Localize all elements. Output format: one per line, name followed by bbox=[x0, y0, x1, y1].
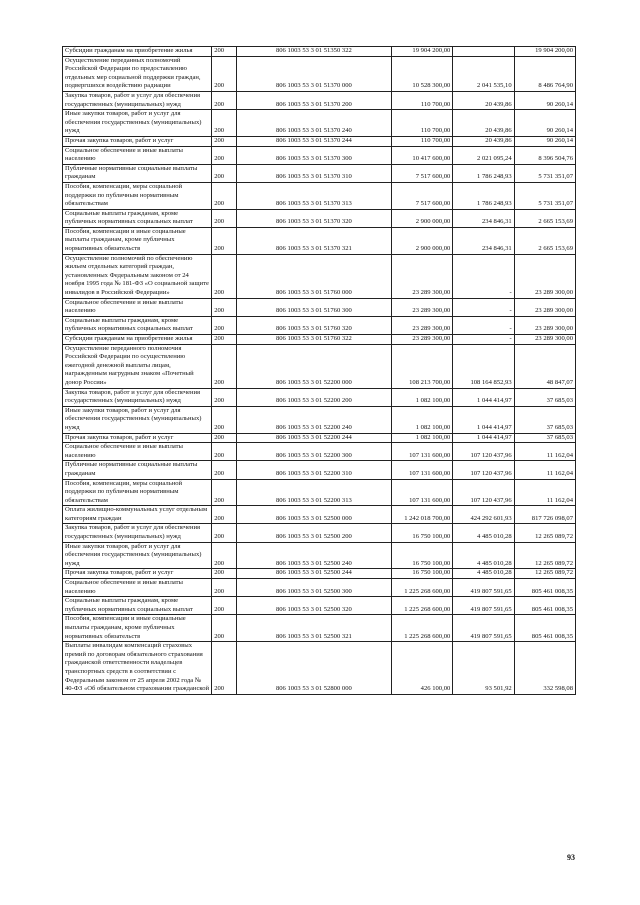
row-code: 200 bbox=[212, 542, 237, 569]
table-row bbox=[63, 579, 576, 597]
unexecuted-amount: 19 904 200,00 bbox=[514, 47, 575, 57]
unexecuted-amount: 12 265 089,72 bbox=[514, 524, 575, 542]
unexecuted-amount: 11 162,04 bbox=[514, 443, 575, 461]
row-name: Иные закупки товаров, работ и услуг для обеспечения государственных (муниципальных) нужд bbox=[63, 406, 212, 433]
table-row bbox=[63, 56, 576, 91]
executed-amount: 20 439,86 bbox=[453, 91, 514, 109]
approved-amount: 426 100,00 bbox=[392, 642, 453, 695]
budget-execution-table bbox=[62, 46, 576, 695]
row-name: Социальное обеспечение и иные выплаты населению bbox=[63, 298, 212, 316]
budget-classification-code: 806 1003 53 3 01 51370 321 bbox=[236, 227, 391, 254]
approved-amount: 107 131 600,00 bbox=[392, 443, 453, 461]
approved-amount: 1 082 100,00 bbox=[392, 388, 453, 406]
unexecuted-amount: 11 162,04 bbox=[514, 479, 575, 506]
approved-amount: 16 750 100,00 bbox=[392, 542, 453, 569]
row-code: 200 bbox=[212, 254, 237, 298]
budget-classification-code: 806 1003 53 3 01 51760 300 bbox=[236, 298, 391, 316]
table-row bbox=[63, 344, 576, 388]
table-row bbox=[63, 479, 576, 506]
row-code: 200 bbox=[212, 110, 237, 137]
approved-amount: 1 242 018 700,00 bbox=[392, 506, 453, 524]
row-code: 200 bbox=[212, 615, 237, 642]
table-row bbox=[63, 91, 576, 109]
approved-amount: 1 082 100,00 bbox=[392, 406, 453, 433]
executed-amount: 1 786 248,93 bbox=[453, 182, 514, 209]
row-name: Иные закупки товаров, работ и услуг для обеспечения государственных (муниципальных) нужд bbox=[63, 542, 212, 569]
executed-amount: 4 485 010,28 bbox=[453, 569, 514, 579]
table-row bbox=[63, 461, 576, 479]
executed-amount: 1 044 414,97 bbox=[453, 433, 514, 443]
table-row bbox=[63, 597, 576, 615]
table-row bbox=[63, 569, 576, 579]
budget-classification-code: 806 1003 53 3 01 51370 300 bbox=[236, 146, 391, 164]
unexecuted-amount: 805 461 008,35 bbox=[514, 615, 575, 642]
row-name: Осуществление полномочий по обеспечению жильем отдельных категорий граждан, установленных Федеральным законом от 24 ноября 1995 года № 181-ФЗ «О социальной защите инвалидов в Российской Федерации» bbox=[63, 254, 212, 298]
table-row bbox=[63, 227, 576, 254]
row-name: Пособия, компенсации, меры социальной поддержки по публичным нормативным обязательствам bbox=[63, 182, 212, 209]
budget-classification-code: 806 1003 53 3 01 52200 313 bbox=[236, 479, 391, 506]
unexecuted-amount: 332 598,08 bbox=[514, 642, 575, 695]
budget-classification-code: 806 1003 53 3 01 51350 322 bbox=[236, 47, 391, 57]
row-code: 200 bbox=[212, 316, 237, 334]
table-row bbox=[63, 615, 576, 642]
budget-classification-code: 806 1003 53 3 01 52200 244 bbox=[236, 433, 391, 443]
row-name: Закупка товаров, работ и услуг для обеспечения государственных (муниципальных) нужд bbox=[63, 524, 212, 542]
table-row bbox=[63, 47, 576, 57]
approved-amount: 23 289 300,00 bbox=[392, 298, 453, 316]
unexecuted-amount: 37 685,03 bbox=[514, 433, 575, 443]
row-code: 200 bbox=[212, 227, 237, 254]
table-row bbox=[63, 524, 576, 542]
table-row bbox=[63, 110, 576, 137]
executed-amount: 2 041 535,10 bbox=[453, 56, 514, 91]
unexecuted-amount: 23 289 300,00 bbox=[514, 254, 575, 298]
executed-amount: 419 807 591,65 bbox=[453, 579, 514, 597]
unexecuted-amount: 5 731 351,07 bbox=[514, 182, 575, 209]
approved-amount: 1 225 268 600,00 bbox=[392, 615, 453, 642]
table-row bbox=[63, 406, 576, 433]
row-code: 200 bbox=[212, 56, 237, 91]
unexecuted-amount: 817 726 098,07 bbox=[514, 506, 575, 524]
row-code: 200 bbox=[212, 344, 237, 388]
budget-classification-code: 806 1003 53 3 01 51370 244 bbox=[236, 136, 391, 146]
approved-amount: 23 289 300,00 bbox=[392, 316, 453, 334]
table-row bbox=[63, 254, 576, 298]
row-code: 200 bbox=[212, 209, 237, 227]
row-name: Осуществление переданных полномочий Российской Федерации по предоставлению отдельных мер социальной поддержки граждан, подвергшихся воздействию радиации bbox=[63, 56, 212, 91]
budget-classification-code: 806 1003 53 3 01 52500 320 bbox=[236, 597, 391, 615]
unexecuted-amount: 23 289 300,00 bbox=[514, 316, 575, 334]
unexecuted-amount: 12 265 089,72 bbox=[514, 569, 575, 579]
table-row bbox=[63, 506, 576, 524]
executed-amount: 1 786 248,93 bbox=[453, 164, 514, 182]
executed-amount: 419 807 591,65 bbox=[453, 615, 514, 642]
executed-amount: 1 044 414,97 bbox=[453, 406, 514, 433]
row-name: Социальные выплаты гражданам, кроме публичных нормативных социальных выплат bbox=[63, 316, 212, 334]
row-code: 200 bbox=[212, 506, 237, 524]
row-name: Публичные нормативные социальные выплаты гражданам bbox=[63, 164, 212, 182]
unexecuted-amount: 2 665 153,69 bbox=[514, 209, 575, 227]
table-row bbox=[63, 298, 576, 316]
approved-amount: 7 517 600,00 bbox=[392, 164, 453, 182]
budget-classification-code: 806 1003 53 3 01 52200 240 bbox=[236, 406, 391, 433]
budget-classification-code: 806 1003 53 3 01 52200 200 bbox=[236, 388, 391, 406]
approved-amount: 1 225 268 600,00 bbox=[392, 579, 453, 597]
approved-amount: 2 900 000,00 bbox=[392, 227, 453, 254]
budget-classification-code: 806 1003 53 3 01 51370 320 bbox=[236, 209, 391, 227]
executed-amount: 20 439,86 bbox=[453, 136, 514, 146]
row-code: 200 bbox=[212, 579, 237, 597]
table-row bbox=[63, 164, 576, 182]
executed-amount: 107 120 437,96 bbox=[453, 479, 514, 506]
approved-amount: 108 213 700,00 bbox=[392, 344, 453, 388]
row-code: 200 bbox=[212, 406, 237, 433]
budget-classification-code: 806 1003 53 3 01 51370 000 bbox=[236, 56, 391, 91]
budget-classification-code: 806 1003 53 3 01 52500 200 bbox=[236, 524, 391, 542]
row-name: Субсидии гражданам на приобретение жилья bbox=[63, 335, 212, 345]
row-code: 200 bbox=[212, 136, 237, 146]
table-row bbox=[63, 146, 576, 164]
unexecuted-amount: 805 461 008,35 bbox=[514, 597, 575, 615]
row-name: Осуществление переданного полномочия Российской Федерации по осуществлению ежегодной денежной выплаты лицам, награжденным нагрудным знаком «Почетный донор России» bbox=[63, 344, 212, 388]
row-code: 200 bbox=[212, 146, 237, 164]
approved-amount: 23 289 300,00 bbox=[392, 254, 453, 298]
table-row bbox=[63, 316, 576, 334]
executed-amount: 424 292 601,93 bbox=[453, 506, 514, 524]
row-code: 200 bbox=[212, 642, 237, 695]
row-code: 200 bbox=[212, 91, 237, 109]
budget-classification-code: 806 1003 53 3 01 51760 322 bbox=[236, 335, 391, 345]
table-row bbox=[63, 182, 576, 209]
executed-amount: 108 164 852,93 bbox=[453, 344, 514, 388]
budget-classification-code: 806 1003 53 3 01 52200 000 bbox=[236, 344, 391, 388]
row-name: Закупка товаров, работ и услуг для обеспечения государственных (муниципальных) нужд bbox=[63, 388, 212, 406]
row-name: Социальное обеспечение и иные выплаты населению bbox=[63, 443, 212, 461]
executed-amount: 4 485 010,28 bbox=[453, 524, 514, 542]
executed-amount: 4 485 010,28 bbox=[453, 542, 514, 569]
row-code: 200 bbox=[212, 461, 237, 479]
unexecuted-amount: 23 289 300,00 bbox=[514, 298, 575, 316]
table-row bbox=[63, 335, 576, 345]
approved-amount: 1 225 268 600,00 bbox=[392, 597, 453, 615]
approved-amount: 19 904 200,00 bbox=[392, 47, 453, 57]
row-code: 200 bbox=[212, 335, 237, 345]
row-code: 200 bbox=[212, 164, 237, 182]
approved-amount: 110 700,00 bbox=[392, 110, 453, 137]
unexecuted-amount: 37 685,03 bbox=[514, 406, 575, 433]
budget-classification-code: 806 1003 53 3 01 51760 000 bbox=[236, 254, 391, 298]
executed-amount bbox=[453, 47, 514, 57]
budget-classification-code: 806 1003 53 3 01 52500 300 bbox=[236, 579, 391, 597]
table-row bbox=[63, 433, 576, 443]
approved-amount: 16 750 100,00 bbox=[392, 569, 453, 579]
unexecuted-amount: 37 685,03 bbox=[514, 388, 575, 406]
unexecuted-amount: 805 461 008,35 bbox=[514, 579, 575, 597]
approved-amount: 107 131 600,00 bbox=[392, 461, 453, 479]
row-code: 200 bbox=[212, 597, 237, 615]
approved-amount: 16 750 100,00 bbox=[392, 524, 453, 542]
unexecuted-amount: 5 731 351,07 bbox=[514, 164, 575, 182]
executed-amount: 20 439,86 bbox=[453, 110, 514, 137]
approved-amount: 23 289 300,00 bbox=[392, 335, 453, 345]
page-number: 93 bbox=[567, 853, 575, 862]
executed-amount: 419 807 591,65 bbox=[453, 597, 514, 615]
row-name: Пособия, компенсации и иные социальные выплаты гражданам, кроме публичных нормативных обязательств bbox=[63, 615, 212, 642]
budget-classification-code: 806 1003 53 3 01 52500 321 bbox=[236, 615, 391, 642]
approved-amount: 1 082 100,00 bbox=[392, 433, 453, 443]
budget-classification-code: 806 1003 53 3 01 51370 240 bbox=[236, 110, 391, 137]
budget-classification-code: 806 1003 53 3 01 52200 310 bbox=[236, 461, 391, 479]
row-name: Иные закупки товаров, работ и услуг для обеспечения государственных (муниципальных) нужд bbox=[63, 110, 212, 137]
row-name: Социальные выплаты гражданам, кроме публичных нормативных социальных выплат bbox=[63, 209, 212, 227]
unexecuted-amount: 90 260,14 bbox=[514, 110, 575, 137]
budget-classification-code: 806 1003 53 3 01 51370 200 bbox=[236, 91, 391, 109]
row-name: Пособия, компенсации и иные социальные выплаты гражданам, кроме публичных нормативных обязательств bbox=[63, 227, 212, 254]
approved-amount: 10 528 300,00 bbox=[392, 56, 453, 91]
row-code: 200 bbox=[212, 443, 237, 461]
approved-amount: 110 700,00 bbox=[392, 91, 453, 109]
unexecuted-amount: 8 396 504,76 bbox=[514, 146, 575, 164]
row-name: Социальные выплаты гражданам, кроме публичных нормативных социальных выплат bbox=[63, 597, 212, 615]
unexecuted-amount: 12 265 089,72 bbox=[514, 542, 575, 569]
executed-amount: 107 120 437,96 bbox=[453, 443, 514, 461]
executed-amount: 107 120 437,96 bbox=[453, 461, 514, 479]
table-row bbox=[63, 136, 576, 146]
unexecuted-amount: 23 289 300,00 bbox=[514, 335, 575, 345]
row-code: 200 bbox=[212, 524, 237, 542]
budget-classification-code: 806 1003 53 3 01 52500 240 bbox=[236, 542, 391, 569]
executed-amount: 234 846,31 bbox=[453, 209, 514, 227]
approved-amount: 110 700,00 bbox=[392, 136, 453, 146]
row-code: 200 bbox=[212, 569, 237, 579]
executed-amount: 93 501,92 bbox=[453, 642, 514, 695]
executed-amount: 234 846,31 bbox=[453, 227, 514, 254]
row-name: Публичные нормативные социальные выплаты гражданам bbox=[63, 461, 212, 479]
budget-classification-code: 806 1003 53 3 01 52800 000 bbox=[236, 642, 391, 695]
row-name: Закупка товаров, работ и услуг для обеспечения государственных (муниципальных) нужд bbox=[63, 91, 212, 109]
approved-amount: 10 417 600,00 bbox=[392, 146, 453, 164]
budget-classification-code: 806 1003 53 3 01 52200 300 bbox=[236, 443, 391, 461]
table-row bbox=[63, 443, 576, 461]
table-row bbox=[63, 388, 576, 406]
table-row bbox=[63, 542, 576, 569]
row-name: Прочая закупка товаров, работ и услуг bbox=[63, 569, 212, 579]
budget-table-body bbox=[63, 47, 576, 695]
unexecuted-amount: 2 665 153,69 bbox=[514, 227, 575, 254]
row-code: 200 bbox=[212, 47, 237, 57]
unexecuted-amount: 90 260,14 bbox=[514, 136, 575, 146]
budget-classification-code: 806 1003 53 3 01 51760 320 bbox=[236, 316, 391, 334]
row-name: Прочая закупка товаров, работ и услуг bbox=[63, 433, 212, 443]
executed-amount: 2 021 095,24 bbox=[453, 146, 514, 164]
unexecuted-amount: 8 486 764,90 bbox=[514, 56, 575, 91]
row-code: 200 bbox=[212, 433, 237, 443]
budget-classification-code: 806 1003 53 3 01 51370 310 bbox=[236, 164, 391, 182]
row-code: 200 bbox=[212, 479, 237, 506]
row-code: 200 bbox=[212, 388, 237, 406]
row-name: Выплаты инвалидам компенсаций страховых премий по договорам обязательного страхования гражданской ответственности владельцев транспортных средств в соответствии с Федеральным законом от 25 апреля 2002 года № 40-ФЗ «Об обязательном страховании гражданской bbox=[63, 642, 212, 695]
row-code: 200 bbox=[212, 182, 237, 209]
unexecuted-amount: 90 260,14 bbox=[514, 91, 575, 109]
executed-amount: 1 044 414,97 bbox=[453, 388, 514, 406]
budget-classification-code: 806 1003 53 3 01 51370 313 bbox=[236, 182, 391, 209]
row-name: Прочая закупка товаров, работ и услуг bbox=[63, 136, 212, 146]
row-name: Субсидии гражданам на приобретение жилья bbox=[63, 47, 212, 57]
approved-amount: 7 517 600,00 bbox=[392, 182, 453, 209]
executed-amount: - bbox=[453, 335, 514, 345]
executed-amount: - bbox=[453, 298, 514, 316]
unexecuted-amount: 48 847,07 bbox=[514, 344, 575, 388]
row-name: Оплата жилищно-коммунальных услуг отдельным категориям граждан bbox=[63, 506, 212, 524]
table-row bbox=[63, 209, 576, 227]
budget-classification-code: 806 1003 53 3 01 52500 244 bbox=[236, 569, 391, 579]
executed-amount: - bbox=[453, 316, 514, 334]
executed-amount: - bbox=[453, 254, 514, 298]
approved-amount: 107 131 600,00 bbox=[392, 479, 453, 506]
budget-classification-code: 806 1003 53 3 01 52500 000 bbox=[236, 506, 391, 524]
row-name: Социальное обеспечение и иные выплаты населению bbox=[63, 579, 212, 597]
row-name: Пособия, компенсации, меры социальной поддержки по публичным нормативным обязательствам bbox=[63, 479, 212, 506]
approved-amount: 2 900 000,00 bbox=[392, 209, 453, 227]
unexecuted-amount: 11 162,04 bbox=[514, 461, 575, 479]
table-row bbox=[63, 642, 576, 695]
row-name: Социальное обеспечение и иные выплаты населению bbox=[63, 146, 212, 164]
row-code: 200 bbox=[212, 298, 237, 316]
